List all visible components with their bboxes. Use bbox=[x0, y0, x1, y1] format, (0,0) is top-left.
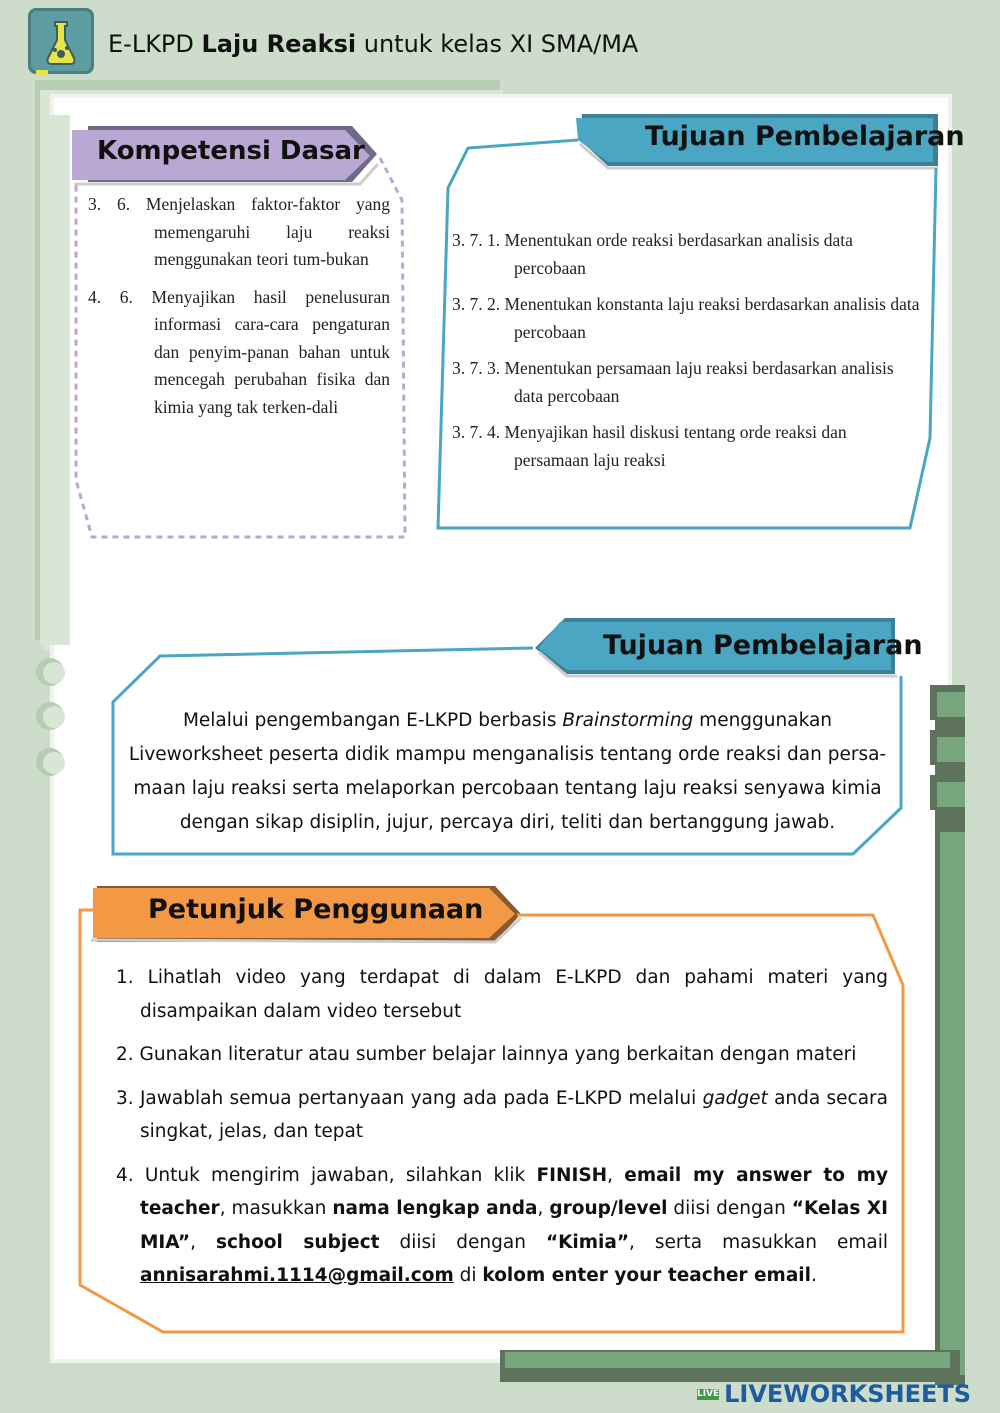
list-item: 3. 7. 2. Menentukan konstanta laju reaksi berdasarkan analisis data percobaan bbox=[452, 294, 920, 342]
list-item: 3. Jawablah semua pertanyaan yang ada pada E-LKPD melalui gadget anda secara singkat, jelas, dan tepat bbox=[116, 1087, 888, 1142]
page-title: E-LKPD Laju Reaksi untuk kelas XI SMA/MA bbox=[108, 30, 639, 58]
indikator-list bbox=[452, 227, 922, 483]
list-item: 1. Lihatlah video yang terdapat di dalam E-LKPD dan pahami materi yang disampaikan dalam video tersebut bbox=[116, 967, 888, 1022]
petunjuk-list bbox=[116, 961, 888, 1303]
indikator-heading: Tujuan Pembelajaran bbox=[645, 121, 965, 152]
flask-icon bbox=[28, 8, 94, 76]
brand-name: LIVEWORKSHEETS bbox=[724, 1380, 972, 1408]
list-item: 4. Untuk mengirim jawaban, silahkan klik FINISH, email my answer to my teacher, masukkan nama lengkap anda, group/level diisi dengan “Kelas XI MIA”, school subject diisi dengan “Kimia”, serta masukkan email annisarahmi.1114@gmail.com di kolom enter your teacher email. bbox=[116, 1164, 889, 1286]
list-item: 3. 7. 1. Menentukan orde reaksi berdasarkan analisis data percobaan bbox=[452, 230, 853, 278]
list-item: 3. 7. 3. Menentukan persamaan laju reaksi berdasarkan analisis data percobaan bbox=[452, 358, 894, 406]
kompetensi-dasar-heading: Kompetensi Dasar bbox=[97, 136, 365, 166]
brand-badge: LIVE bbox=[697, 1388, 720, 1399]
list-item: 3. 7. 4. Menyajikan hasil diskusi tentang orde reaksi dan persamaan laju reaksi bbox=[452, 422, 847, 470]
tujuan-text: Melalui pengembangan E-LKPD berbasis Brainstorming menggunakan Liveworksheet peserta didik mampu menganalisis tentang orde reaksi dan persa-maan laju reaksi serta melaporkan percobaan tentang laju reaksi senyawa kimia dengan sikap disiplin, jujur, percaya diri, teliti dan bertanggung jawab. bbox=[128, 710, 887, 833]
tujuan-heading: Tujuan Pembelajaran bbox=[603, 630, 923, 661]
header bbox=[28, 8, 728, 80]
petunjuk-heading: Petunjuk Penggunaan bbox=[148, 894, 484, 925]
kompetensi-dasar-list bbox=[88, 191, 390, 431]
list-item: 2. Gunakan literatur atau sumber belajar lainnya yang berkaitan dengan materi bbox=[116, 1044, 857, 1065]
list-item: 3. 6. Menjelaskan faktor-faktor yang memengaruhi laju reaksi menggunakan teori tum-bukan bbox=[88, 194, 390, 269]
liveworksheets-logo[interactable] bbox=[697, 1380, 971, 1410]
email-link[interactable]: annisarahmi.1114@gmail.com bbox=[140, 1265, 454, 1286]
list-item: 4. 6. Menyajikan hasil penelusuran informasi cara-cara pengaturan dan penyim-panan bahan untuk mencegah perubahan fisika dan kimia yang tak terken-dali bbox=[88, 286, 390, 417]
